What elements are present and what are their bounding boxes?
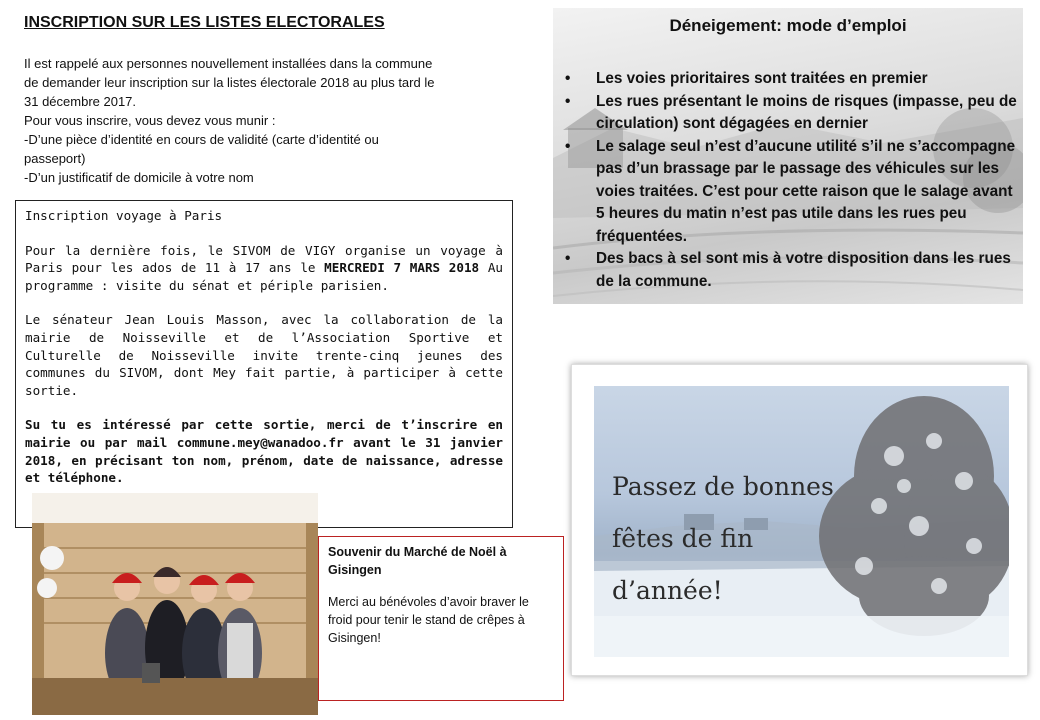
voyage-paragraph-3: Su tu es intéressé par cette sortie, merci de t’inscrire en mairie ou par mail commune.mey@wanadoo.fr avant le 31 janvier 2018, en précisant ton nom, prénom, date de naissance, adresse et téléphone. [25,417,503,486]
inscription-line: 31 décembre 2017. [24,94,137,109]
list-item [563,68,1018,91]
inscription-line: Il est rappelé aux personnes nouvellement installées dans la commune [24,56,433,71]
greeting-card [571,364,1028,676]
inscription-line: de demander leur inscription sur la listes électorale 2018 au plus tard le [24,75,435,90]
inscription-line: -D’une pièce d’identité en cours de validité (carte d’identité ou [24,132,379,147]
deneigement-list [563,68,1018,293]
greeting-line: Passez de bonnes [612,472,834,501]
voyage-paragraph-1 [25,242,503,295]
voyage-title: Inscription voyage à Paris [25,208,223,223]
voyage-paragraph-2: Le sénateur Jean Louis Masson, avec la collaboration de la mairie de Noisseville et de l’Association Sportive et Culturelle de Noisseville invite trente-cinq jeunes des communes du SIVOM, dont Mey fait partie, à participer à cette sortie. [25,312,503,398]
voyage-p1-start: Pour la dernière fois, le SIVOM de VIGY organise un voyage à Paris pour les ados de 11 à 17 ans le [25,242,503,276]
list-item [563,248,1018,293]
souvenir-title: Souvenir du Marché de Noël à Gisingen [328,545,507,577]
souvenir-box [318,536,564,701]
list-item-text: Les rues présentant le moins de risques (impasse, peu de circulation) sont dégagées en dernier [596,92,1017,132]
greeting-text [612,461,834,617]
souvenir-text: Merci au bénévoles d’avoir braver le froid pour tenir le stand de crêpes à Gisingen! [328,595,529,645]
voyage-p1-end: Au programme : visite du sénat et périple parisien. [25,260,503,293]
inscription-line: -D’un justificatif de domicile à votre nom [24,170,254,185]
voyage-box [15,200,513,528]
inscription-line: Pour vous inscrire, vous devez vous munir : [24,113,276,128]
bullet: • [565,70,571,87]
greeting-line: fêtes de fin [612,524,754,553]
voyage-date: MERCREDI 7 MARS 2018 [324,260,480,276]
bullet: • [565,92,571,110]
list-item-text: Des bacs à sel sont mis à votre disposition dans les rues de la commune. [596,250,1011,290]
list-item-text: Le salage seul n’est d’aucune utilité s’il ne s’accompagne pas d’un brassage par le passage des véhicules sur les voies traitées. C’est pour cette raison que le salage avant 5 heures du matin n’est pas utile dans les rues peu fréquentées. [596,137,1016,245]
inscription-title: INSCRIPTION SUR LES LISTES ELECTORALES [24,14,385,31]
market-stand-image [32,493,318,715]
deneigement-title: Déneigement: mode d’emploi [669,16,907,35]
list-item [563,91,1018,136]
christmas-market-photo [32,493,318,715]
bullet: • [565,137,571,155]
greeting-line: d’année! [612,576,723,605]
list-item-text: Les voies prioritaires sont traitées en premier [596,70,928,87]
winter-photo [594,386,1009,657]
inscription-section [24,14,494,187]
deneigement-panel [553,8,1023,304]
bullet: • [565,250,571,267]
inscription-line: passeport) [24,151,86,166]
list-item [563,136,1018,249]
